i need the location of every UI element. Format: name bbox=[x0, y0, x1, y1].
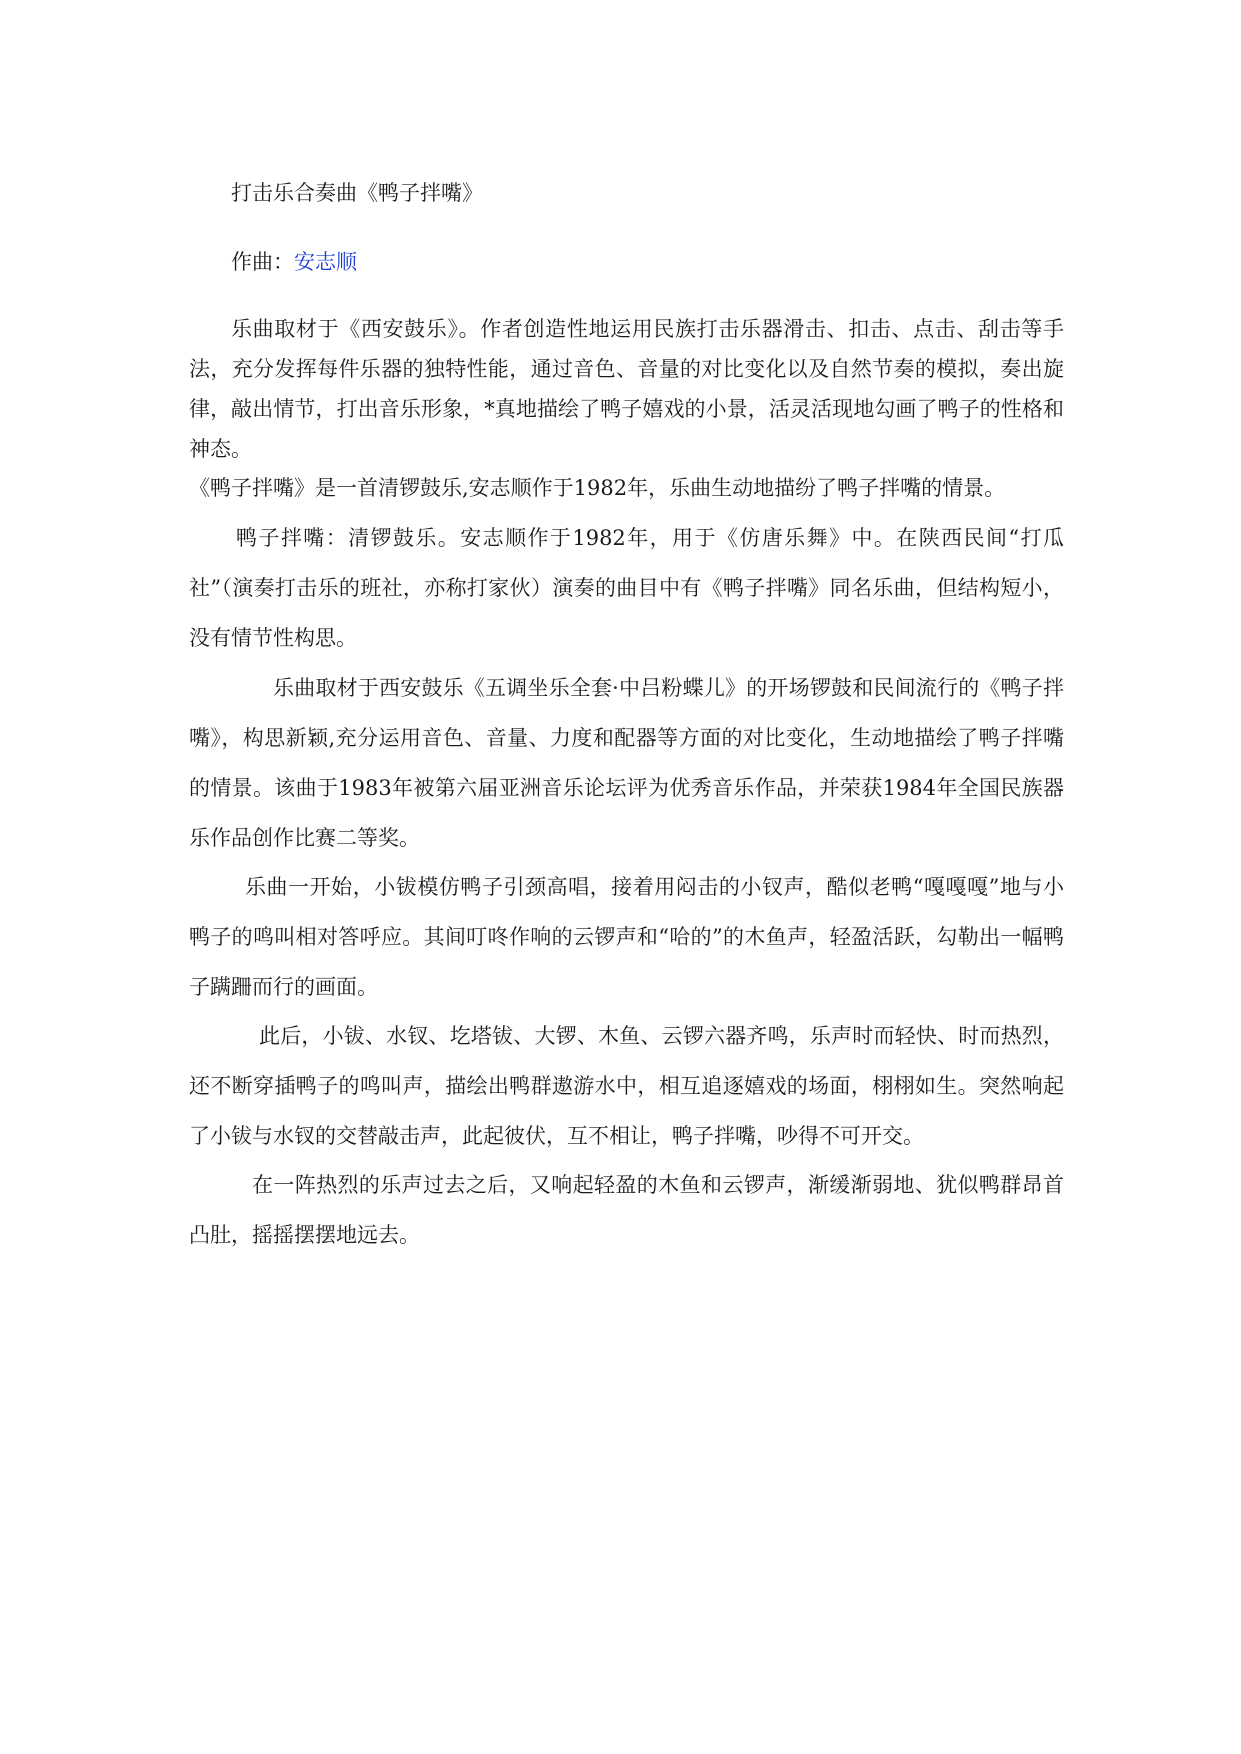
composer-link[interactable]: 安志顺 bbox=[294, 250, 357, 274]
paragraph-1: 乐曲取材于《西安鼓乐》。作者创造性地运用民族打击乐器滑击、扣击、点击、刮击等手法，充分发挥每件乐器的独特性能，通过音色、音量的对比变化以及自然节奏的模拟，奏出旋律，敲出情节，打出音乐形象，*真地描绘了鸭子嬉戏的小景，活灵活现地勾画了鸭子的性格和神态。 bbox=[189, 317, 1064, 461]
paragraph-3: 鸭子拌嘴：清锣鼓乐。安志顺作于1982年，用于《仿唐乐舞》中。在陕西民间“打瓜社”（演奏打击乐的班社，亦称打家伙）演奏的曲目中有《鸭子拌嘴》同名乐曲，但结构短小，没有情节性构思。 bbox=[189, 526, 1064, 650]
paragraph-7: 在一阵热烈的乐声过去之后，又响起轻盈的木鱼和云锣声，渐缓渐弱地、犹似鸭群昂首凸肚，摇摇摆摆地远去。 bbox=[189, 1173, 1064, 1247]
composer-line bbox=[231, 248, 357, 276]
paragraph-5: 乐曲一开始，小钹模仿鸭子引颈高唱，接着用闷击的小钗声，酷似老鸭“嘎嘎嘎”地与小鸭子的鸣叫相对答呼应。其间叮咚作响的云锣声和“哈的”的木鱼声，轻盈活跃，勾勒出一幅鸭子蹒跚而行的画面。 bbox=[189, 875, 1064, 999]
paragraph-6: 此后，小钹、水钗、圪塔钹、大锣、木鱼、云锣六器齐鸣，乐声时而轻快、时而热烈，还不断穿插鸭子的鸣叫声，描绘出鸭群遨游水中，相互追逐嬉戏的场面，栩栩如生。突然响起了小钹与水钗的交替敲击声，此起彼伏，互不相让，鸭子拌嘴，吵得不可开交。 bbox=[189, 1024, 1064, 1148]
paragraph-2: 《鸭子拌嘴》是一首清锣鼓乐,安志顺作于1982年，乐曲生动地描纷了鸭子拌嘴的情景。 bbox=[189, 476, 1006, 500]
paragraph-4: 乐曲取材于西安鼓乐《五调坐乐全套·中吕粉蝶儿》的开场锣鼓和民间流行的《鸭子拌嘴》，构思新颖,充分运用音色、音量、力度和配器等方面的对比变化，生动地描绘了鸭子拌嘴的情景。该曲于1983年被第六届亚洲音乐论坛评为优秀音乐作品，并荣获1984年全国民族器乐作品创作比赛二等奖。 bbox=[189, 676, 1064, 850]
composer-label: 作曲： bbox=[231, 250, 294, 274]
document-title: 打击乐合奏曲《鸭子拌嘴》 bbox=[231, 181, 483, 205]
